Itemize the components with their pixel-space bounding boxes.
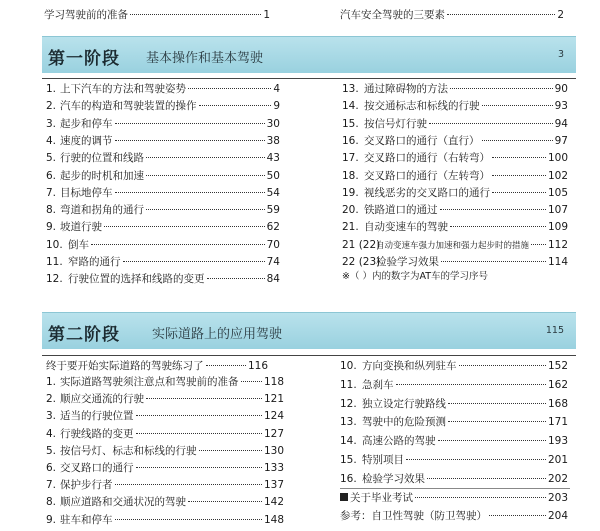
toc-entry[interactable] — [46, 512, 284, 528]
stage1-subtitle: 基本操作和基本驾驶 — [146, 51, 264, 66]
toc-entry[interactable] — [340, 396, 568, 412]
leader-dots — [115, 192, 265, 193]
toc-number: 3. — [46, 410, 57, 423]
toc-number: 7. — [46, 479, 57, 492]
toc-page: 43 — [266, 152, 280, 165]
toc-title: 交叉路口的通行（右转弯） — [364, 152, 490, 165]
toc-number: 19. — [342, 186, 359, 199]
toc-number: 13. — [342, 83, 359, 95]
divider — [340, 488, 570, 489]
stage1-page: 3 — [557, 49, 564, 60]
toc-number: 17. — [342, 152, 359, 165]
toc-entry[interactable] — [46, 477, 284, 493]
toc-title: 保护步行者 — [60, 479, 113, 492]
toc-number: 15. — [342, 117, 359, 130]
toc-number: 16. — [342, 134, 359, 147]
toc-number: 14. — [340, 435, 357, 448]
toc-page: 93 — [554, 100, 568, 113]
leader-dots — [459, 365, 546, 366]
toc-title: 汽车的构造和驾驶装置的操作 — [60, 100, 197, 113]
toc-page: 84 — [266, 273, 280, 286]
toc-number: 16. — [340, 472, 357, 485]
toc-page: 130 — [263, 444, 284, 457]
toc-number: 10. — [46, 238, 63, 251]
toc-title: 铁路道口的通过 — [364, 204, 438, 217]
toc-entry-intro[interactable] — [46, 358, 268, 374]
toc-page: 59 — [266, 204, 280, 217]
toc-page: 102 — [547, 169, 568, 182]
toc-entry[interactable] — [342, 168, 568, 184]
toc-number: 11. — [46, 256, 63, 268]
leader-dots — [115, 519, 262, 520]
toc-number: 12. — [340, 397, 357, 410]
toc-entry-exam[interactable] — [340, 490, 568, 506]
leader-dots — [482, 105, 553, 106]
toc-title: 实际道路驾驶须注意点和驾驶前的准备 — [60, 376, 239, 388]
toc-title: 通过障碍物的方法 — [364, 83, 448, 95]
square-bullet-icon — [340, 493, 348, 501]
toc-title: 驾驶中的危险预测 — [362, 416, 446, 429]
toc-page: 168 — [547, 397, 568, 410]
toc-page: 9 — [273, 100, 280, 113]
toc-title: 按信号灯、标志和标线的行驶 — [60, 444, 197, 457]
leader-dots — [146, 398, 262, 399]
toc-title: 顺应交通流的行驶 — [60, 393, 144, 406]
toc-title: 终于要开始实际道路的驾驶练习了 — [46, 360, 204, 372]
toc-title: 行驶线路的变更 — [60, 427, 134, 440]
toc-title: 驻车和停车 — [60, 513, 113, 526]
toc-ref-label: 参考： — [340, 510, 372, 522]
toc-number: 4. — [46, 427, 57, 440]
toc-title: 关于毕业考试 — [350, 492, 413, 504]
toc-title: 坡道行驶 — [60, 221, 102, 234]
toc-entry[interactable] — [46, 168, 280, 184]
stage1-label: 第一阶段 — [48, 49, 120, 69]
toc-entry[interactable] — [342, 219, 568, 235]
toc-title: 自动变速车强力加速和强力起步时的措施 — [376, 240, 530, 251]
toc-page: 193 — [547, 435, 568, 448]
toc-page: 204 — [547, 510, 568, 522]
toc-number: 15. — [340, 454, 357, 466]
toc-number: 13. — [340, 416, 357, 429]
leader-dots — [146, 209, 265, 210]
leader-dots — [136, 415, 262, 416]
toc-number: 21 (22) — [342, 238, 381, 251]
toc-title: 自卫性驾驶（防卫驾驶） — [371, 510, 487, 522]
toc-number: 6. — [46, 169, 57, 182]
toc-page: 127 — [263, 427, 284, 440]
toc-title: 目标地停车 — [60, 186, 113, 199]
toc-entry[interactable] — [46, 133, 280, 149]
leader-dots — [440, 209, 546, 210]
leader-dots — [188, 501, 262, 502]
toc-entry[interactable] — [46, 426, 284, 442]
toc-entry-reference[interactable] — [340, 508, 568, 524]
toc-page: 114 — [547, 256, 568, 268]
toc-entry[interactable] — [342, 98, 568, 114]
leader-dots — [396, 384, 546, 385]
leader-dots — [415, 497, 546, 498]
toc-entry[interactable] — [340, 377, 568, 393]
toc-title: 弯道和拐角的通行 — [60, 204, 144, 217]
toc-entry[interactable] — [340, 433, 568, 449]
toc-number: 9. — [46, 513, 57, 526]
toc-title: 学习驾驶前的准备 — [44, 9, 128, 21]
toc-entry[interactable] — [46, 202, 280, 218]
toc-number: 2. — [46, 100, 57, 113]
leader-dots — [492, 192, 546, 193]
leader-dots — [450, 88, 553, 89]
toc-page: 201 — [547, 454, 568, 466]
toc-entry[interactable] — [46, 219, 280, 235]
leader-dots — [448, 403, 546, 404]
toc-number: 12. — [46, 273, 63, 286]
toc-page: 142 — [263, 496, 284, 509]
toc-number: 11. — [340, 378, 357, 391]
toc-number: 9. — [46, 221, 57, 234]
toc-page: 203 — [547, 492, 568, 504]
toc-title: 适当的行驶位置 — [60, 410, 134, 423]
leader-dots — [115, 140, 265, 141]
toc-page: 133 — [263, 462, 284, 474]
leader-dots — [146, 175, 265, 176]
leader-dots — [188, 88, 271, 89]
toc-title: 交叉路口的通行（左转弯） — [364, 169, 490, 182]
toc-entry[interactable] — [46, 116, 280, 132]
toc-page: 171 — [547, 416, 568, 429]
toc-title: 顺应道路和交通状况的驾驶 — [60, 496, 186, 509]
toc-page: 74 — [266, 256, 280, 268]
toc-entry[interactable] — [340, 471, 568, 487]
toc-page: 107 — [547, 204, 568, 217]
toc-title: 按信号灯行驶 — [364, 117, 427, 130]
toc-page: 50 — [266, 169, 280, 182]
toc-page: 116 — [247, 360, 268, 372]
leader-dots — [531, 244, 546, 245]
toc-entry[interactable] — [46, 374, 284, 390]
toc-page: 100 — [547, 152, 568, 165]
toc-entry[interactable] — [46, 185, 280, 201]
toc-number: 20. — [342, 204, 359, 217]
leader-dots — [429, 123, 553, 124]
toc-title: 汽车安全驾驶的三要素 — [340, 9, 445, 21]
toc-page: 124 — [263, 410, 284, 423]
toc-title: 起步的时机和加速 — [60, 169, 144, 182]
toc-number: 1. — [46, 376, 57, 388]
toc-entry[interactable] — [342, 133, 568, 149]
toc-page: 112 — [547, 238, 568, 251]
toc-page: 118 — [263, 376, 284, 388]
toc-title: 特别项目 — [362, 454, 404, 466]
toc-title: 交叉路口的通行 — [60, 462, 134, 474]
toc-page: 152 — [547, 360, 568, 372]
leader-dots — [438, 440, 546, 441]
leader-dots — [146, 157, 265, 158]
divider — [42, 355, 576, 356]
toc-title: 方向变换和纵列驻车 — [362, 360, 457, 372]
toc-page: 162 — [547, 378, 568, 391]
toc-entry[interactable] — [46, 460, 284, 476]
toc-title: 行驶的位置和线路 — [60, 152, 144, 165]
toc-number: 6. — [46, 462, 57, 474]
toc-title: 检验学习效果 — [376, 256, 439, 268]
divider — [42, 78, 576, 79]
stage2-page: 115 — [545, 325, 564, 336]
toc-number: 8. — [46, 496, 57, 509]
toc-entry[interactable] — [342, 185, 568, 201]
toc-number: 4. — [46, 134, 57, 147]
toc-page: 2 — [557, 9, 564, 21]
toc-entry[interactable] — [342, 150, 568, 166]
leader-dots — [207, 278, 265, 279]
toc-number: 21. — [342, 221, 359, 234]
toc-number: 14. — [342, 100, 359, 113]
toc-title: 按交通标志和标线的行驶 — [364, 100, 480, 113]
toc-number: 1. — [46, 83, 57, 95]
toc-page: 109 — [547, 221, 568, 234]
toc-page: 54 — [266, 186, 280, 199]
toc-title: 急刹车 — [362, 378, 394, 391]
toc-number: 3. — [46, 117, 57, 130]
toc-entry[interactable] — [340, 414, 568, 430]
leader-dots — [130, 14, 261, 15]
toc-entry[interactable] — [46, 271, 280, 287]
toc-entry[interactable] — [340, 452, 568, 468]
toc-title: 行驶位置的选择和线路的变更 — [68, 273, 205, 286]
leader-dots — [482, 140, 553, 141]
toc-page: 148 — [263, 513, 284, 526]
toc-number: 5. — [46, 152, 57, 165]
toc-entry[interactable] — [46, 150, 280, 166]
toc-page: 4 — [273, 83, 280, 95]
toc-page: 38 — [266, 134, 280, 147]
toc-page: 97 — [554, 134, 568, 147]
toc-entry[interactable] — [342, 116, 568, 132]
toc-page: 94 — [554, 117, 568, 130]
toc-title: 倒车 — [68, 238, 89, 251]
toc-entry[interactable] — [46, 237, 280, 253]
stage2-subtitle: 实际道路上的应用驾驶 — [152, 327, 283, 342]
toc-entry[interactable] — [46, 98, 280, 114]
toc-title: 交叉路口的通行（直行） — [364, 134, 480, 147]
at-note: ※（ ）内的数字为AT车的学习序号 — [342, 271, 489, 282]
toc-entry[interactable] — [342, 237, 568, 253]
leader-dots — [199, 105, 272, 106]
toc-page: 121 — [263, 393, 284, 406]
leader-dots — [492, 157, 546, 158]
toc-title: 自动变速车的驾驶 — [364, 221, 448, 234]
stage2-banner — [42, 312, 576, 349]
toc-title: 视线恶劣的交叉路口的通行 — [364, 186, 490, 199]
toc-entry[interactable] — [46, 81, 280, 97]
toc-number: 5. — [46, 444, 57, 457]
toc-entry[interactable] — [342, 81, 568, 97]
leader-dots — [104, 226, 265, 227]
leader-dots — [447, 14, 555, 15]
toc-page: 137 — [263, 479, 284, 492]
toc-entry[interactable] — [46, 408, 284, 424]
leader-dots — [199, 450, 262, 451]
leader-dots — [489, 515, 546, 516]
stage1-banner — [42, 36, 576, 73]
leader-dots — [441, 261, 546, 262]
leader-dots — [406, 459, 546, 460]
toc-number: 8. — [46, 204, 57, 217]
stage2-label: 第二阶段 — [48, 325, 120, 345]
leader-dots — [123, 261, 265, 262]
toc-number: 10. — [340, 360, 357, 372]
leader-dots — [427, 478, 546, 479]
toc-entry[interactable] — [46, 443, 284, 459]
toc-title: 上下汽车的方法和驾驶姿势 — [60, 83, 186, 95]
toc-page: 105 — [547, 186, 568, 199]
toc-page: 202 — [547, 472, 568, 485]
toc-title: 起步和停车 — [60, 117, 113, 130]
toc-page: 62 — [266, 221, 280, 234]
leader-dots — [91, 244, 265, 245]
toc-entry-safety[interactable] — [340, 8, 564, 22]
toc-title: 速度的调节 — [60, 134, 113, 147]
toc-title: 窄路的通行 — [68, 256, 121, 268]
leader-dots — [450, 226, 546, 227]
toc-page: 1 — [263, 9, 270, 21]
toc-title: 高速公路的驾驶 — [362, 435, 436, 448]
toc-entry[interactable] — [46, 494, 284, 510]
leader-dots — [448, 421, 546, 422]
leader-dots — [206, 365, 246, 366]
toc-entry[interactable] — [46, 254, 280, 270]
toc-number: 7. — [46, 186, 57, 199]
leader-dots — [241, 381, 262, 382]
toc-title: 检验学习效果 — [362, 472, 425, 485]
toc-entry[interactable] — [342, 202, 568, 218]
leader-dots — [115, 484, 262, 485]
toc-number: 2. — [46, 393, 57, 406]
toc-entry[interactable] — [46, 391, 284, 407]
leader-dots — [492, 175, 546, 176]
leader-dots — [115, 123, 265, 124]
toc-page: 70 — [266, 238, 280, 251]
toc-number: 18. — [342, 169, 359, 182]
leader-dots — [136, 467, 262, 468]
leader-dots — [136, 433, 262, 434]
toc-title: 独立设定行驶路线 — [362, 397, 446, 410]
toc-page: 90 — [554, 83, 568, 95]
toc-entry-prep[interactable] — [44, 8, 270, 22]
toc-number: 22 (23) — [342, 256, 381, 268]
toc-page: 30 — [266, 117, 280, 130]
toc-entry[interactable] — [340, 358, 568, 374]
